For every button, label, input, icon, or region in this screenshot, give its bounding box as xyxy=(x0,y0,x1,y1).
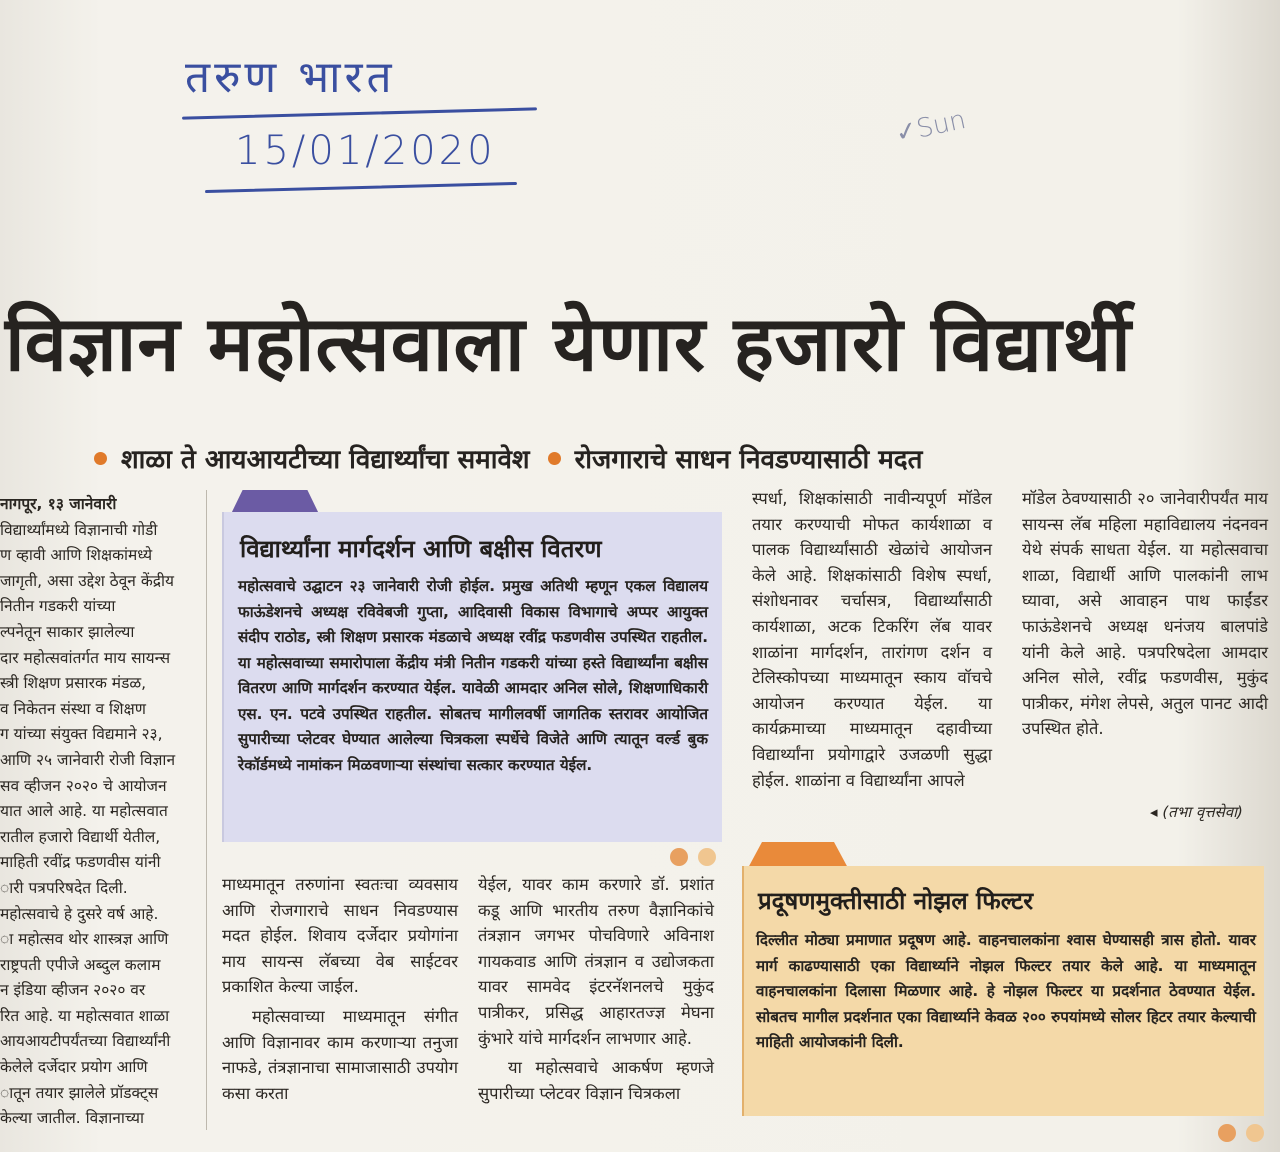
subheadline-2: रोजगाराचे साधन निवडण्यासाठी मदत xyxy=(574,445,923,475)
text-line: माहिती रवींद्र फडणवीस यांनी xyxy=(0,853,161,872)
headline: विज्ञान महोत्सवाला येणार हजारो विद्यार्थी xyxy=(5,299,1132,388)
text-paragraph: मॉडेल ठेवण्यासाठी २० जानेवारीपर्यंत माय सायन्स लॅब महिला महाविद्यालय नंदनवन येथे संपर्क साधता येईल. या महोत्सवाचा शाळा, विद्यार्थी आणि पालकांनी लाभ घ्यावा, असे आवाहन पाथ फाईंडर फाऊंडेशनचे अध्यक्ष धनंजय बालपांडे यांनी केले आहे. पत्रपरिषदेला आमदार अनिल सोले, रवींद्र फडणवीस, मुकुंद पात्रीकर, मंगेश लेपसे, अतुल पानट आदी उपस्थित होते. xyxy=(1022,489,1268,739)
dateline: नागपूर, १३ जानेवारी xyxy=(0,495,117,513)
text-paragraph: माध्यमातून तरुणांना स्वतःचा व्यवसाय आणि रोजगाराचे साधन निवडण्यास मदत होईल. शिवाय दर्जेदार प्रयोगांना माय सायन्स लॅबच्या वेब साईटवर प्रकाशित केल्या जाईल. xyxy=(222,875,458,997)
bullet-dot-icon xyxy=(94,452,107,465)
text-line: ण व्हावी आणि शिक्षकांमध्ये xyxy=(0,546,153,565)
right-column-2 xyxy=(1022,486,1268,742)
orange-dot-icon xyxy=(1218,1124,1236,1142)
text-paragraph: स्पर्धा, शिक्षकांसाठी नावीन्यपूर्ण मॉडेल तयार करण्याची मोफत कार्यशाळा व पालक विद्यार्थ्यांसाठी खेळांचे आयोजन केले आहे. शिक्षकांसाठी विशेष स्पर्धा, संशोधनावर चर्चासत्र, विद्यार्थ्यांसाठी कार्यशाळा, अटक टिकरिंग लॅब यावर शाळांना मार्गदर्शन, तारांगण दर्शन व टेलिस्कोपच्या माध्यमातून स्काय वॉचचे आयोजन करण्यात येईल. या कार्यक्रमाच्या माध्यमातून दहावीच्या विद्यार्थ्यांना प्रयोगाद्वारे उजळणी सुद्धा होईल. शाळांना व विद्यार्थ्यांना आपले xyxy=(752,489,992,790)
credit-text: (तभा वृत्तसेवा) xyxy=(1162,803,1243,821)
box-text: महोत्सवाचे उद्घाटन २३ जानेवारी रोजी होईल. प्रमुख अतिथी म्हणून एकल विद्यालय फाऊंडेशनचे अध्यक्ष रविवेबजी गुप्ता, आदिवासी विकास विभागाचे अप्पर आयुक्त संदीप राठोड, स्त्री शिक्षण प्रसारक मंडळाचे अध्यक्ष रवींद्र फडणवीस उपस्थित राहतील. या महोत्सवाच्या समारोपाला केंद्रीय मंत्री नितीन गडकरी यांच्या हस्ते विद्यार्थ्यांना बक्षीस वितरण आणि मार्गदर्शन करण्यात येईल. यावेळी आमदार अनिल सोले, शिक्षणाधिकारी एस. एन. पटवे उपस्थित राहतील. सोबतच मागीलवर्षी जागतिक स्तरावर आयोजित सुपारीच्या प्लेटवर घेण्यात आलेल्या चित्रकला स्पर्धेचे विजेते आणि त्यातून वर्ल्ड बुक रेकॉर्डमध्ये नामांकन मिळवणाऱ्या संस्थांचा सत्कार करण्यात येईल. xyxy=(238,577,708,774)
text-line: स्त्री शिक्षण प्रसारक मंडळ, xyxy=(0,674,147,693)
text-line: महोत्सवाचे हे दुसरे वर्ष आहे. xyxy=(0,904,159,923)
middle-column-2 xyxy=(478,872,714,1106)
orange-dot-icon xyxy=(1246,1124,1264,1142)
text-line: यात आले आहे. या महोत्सवात xyxy=(0,802,168,821)
box-title: प्रदूषणमुक्तीसाठी नोझल फिल्टर xyxy=(758,887,1034,915)
handwritten-date: 15/01/2020 xyxy=(235,128,496,174)
text-line: न इंडिया व्हीजन २०२० वर xyxy=(0,981,146,1000)
news-agency-credit xyxy=(1150,802,1243,822)
triangle-bullet-icon: ◂ xyxy=(1150,803,1163,821)
text-line: आणि २५ जानेवारी रोजी विज्ञान xyxy=(0,750,176,769)
subheadline-row xyxy=(88,440,922,476)
text-line: रित आहे. या महोत्सवात शाळा xyxy=(0,1006,170,1025)
orange-dot-icon xyxy=(670,848,688,866)
text-line: नितीन गडकरी यांच्या xyxy=(0,597,116,616)
subheadline-1: शाळा ते आयआयटीच्या विद्यार्थ्यांचा समावेश xyxy=(121,445,530,475)
text-line: रातील हजारो विद्यार्थी येतील, xyxy=(0,827,161,846)
text-line: व निकेतन संस्था व शिक्षण xyxy=(0,699,146,718)
text-paragraph: महोत्सवाच्या माध्यमातून संगीत आणि विज्ञानावर काम करणाऱ्या तनुजा नाफडे, तंत्रज्ञानाचा सामाजासाठी उपयोग कसा करता xyxy=(222,1006,458,1103)
text-line: ातून तयार झालेले प्रॉडक्ट्स xyxy=(0,1083,159,1102)
handwritten-paper-name: तरुण भारत xyxy=(185,52,396,103)
text-line: विद्यार्थ्यांमध्ये विज्ञानाची गोडी xyxy=(0,520,158,539)
text-paragraph: या महोत्सवाचे आकर्षण म्हणजे सुपारीच्या प्लेटवर विज्ञान चित्रकला xyxy=(478,1058,714,1103)
text-line: ल्पनेतून साकार झालेल्या xyxy=(0,622,135,641)
middle-column-1 xyxy=(222,872,458,1106)
guidance-prize-box xyxy=(222,512,722,842)
text-line: सव व्हीजन २०२० चे आयोजन xyxy=(0,776,167,795)
text-line: केलेले दर्जेदार प्रयोग आणि xyxy=(0,1058,148,1077)
handwritten-initials: ✓Sun xyxy=(892,104,969,150)
handwritten-underline xyxy=(182,107,537,119)
text-line: केल्या जातील. विज्ञानाच्या xyxy=(0,1109,144,1128)
text-line: ा महोत्सव थोर शास्त्रज्ञ आणि xyxy=(0,930,169,949)
text-line: ारी पत्रपरिषदेत दिली. xyxy=(0,878,128,897)
handwritten-underline xyxy=(205,182,517,193)
text-line: जागृती, असा उद्देश ठेवून केंद्रीय xyxy=(0,571,174,590)
column-divider xyxy=(206,490,207,1130)
text-line: राष्ट्रपती एपीजे अब्दुल कलाम xyxy=(0,955,161,974)
box-text: दिल्लीत मोठ्या प्रमाणात प्रदूषण आहे. वाहनचालकांना श्वास घेण्यासही त्रास होतो. यावर मार्ग काढण्यासाठी एका विद्यार्थ्याने नोझल फिल्टर तयार केले आहे. या माध्यमातून वाहनचालकांना दिलासा मिळणार आहे. हे नोझल फिल्टर या प्रदर्शनात ठेवण्यात येईल. सोबतच मागील प्रदर्शनात एका विद्यार्थ्याने केवळ २०० रुपयांमध्ये सोलर हिटर तयार केल्याची माहिती आयोजकांनी दिली. xyxy=(756,931,1256,1051)
bullet-dot-icon xyxy=(548,452,561,465)
right-column-1 xyxy=(752,486,992,793)
nozzle-filter-box xyxy=(742,866,1264,1116)
text-paragraph: येईल, यावर काम करणारे डॉ. प्रशांत कडू आणि भारतीय तरुण वैज्ञानिकांचे तंत्रज्ञान जगभर पोचविणारे अविनाश गायकवाड आणि तंत्रज्ञान व उद्योजकता यावर सामवेद इंटरनॅशनलचे मुकुंद पात्रीकर, प्रसिद्ध आहारतज्ज्ञ मेघना कुंभारे यांचे मार्गदर्शन लाभणार आहे. xyxy=(478,875,714,1048)
box-tab-decoration xyxy=(748,842,848,868)
left-column xyxy=(0,492,198,1132)
text-line: दार महोत्सवांतर्गत माय सायन्स xyxy=(0,648,171,667)
text-line: ग यांच्या संयुक्त विद्यमाने २३, xyxy=(0,725,163,744)
orange-dot-icon xyxy=(698,848,716,866)
box-title: विद्यार्थ्यांना मार्गदर्शन आणि बक्षीस वितरण xyxy=(240,535,602,563)
text-line: आयआयटीपर्यंतच्या विद्यार्थ्यांनी xyxy=(0,1032,171,1051)
